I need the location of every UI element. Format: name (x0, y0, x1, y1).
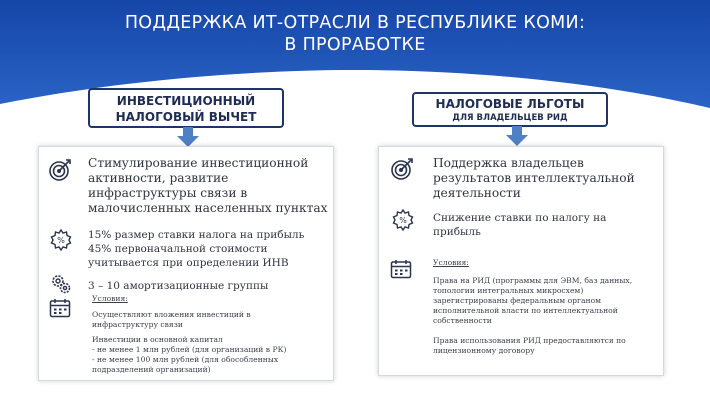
ip-owners-text: Поддержка владельцев результатов интеллектуальной деятельности (433, 156, 635, 200)
rate-reduction-text: Снижение ставки по налогу на прибыль (433, 212, 607, 238)
page-title-line-2: В ПРОРАБОТКЕ (284, 35, 426, 55)
condition-ip-rights: Права на РИД (программы для ЭВМ, баз данных, топологии интегральных микросхем) зарегистрированы федеральным органом исполнительной власти по интеллектуальной собственности (433, 276, 633, 325)
percent-gear-icon (49, 228, 73, 252)
condition-investments: Осуществляют вложения инвестиций в инфраструктуру связи (92, 310, 251, 329)
target-icon (390, 157, 414, 181)
condition-capital: Инвестиции в основной капитал - не менее 1 млн рублей (для организаций в РК) - не менее 100 млн рублей (для обособленных подразделений организаций) (92, 335, 287, 374)
calendar-icon (390, 259, 412, 279)
down-arrow-icon (506, 126, 528, 146)
calendar-icon (49, 298, 71, 318)
conditions-label: Условия: (433, 258, 469, 267)
percent-gear-icon (391, 208, 415, 232)
page-title (0, 12, 710, 56)
page-title-line-1: ПОДДЕРЖКА ИТ-ОТРАСЛИ В РЕСПУБЛИКЕ КОМИ: (124, 13, 586, 33)
target-icon (48, 158, 72, 182)
depreciation-groups-text: 3 – 10 амортизационные группы (88, 280, 269, 292)
investment-deduction-tag (88, 88, 284, 128)
tag-line: НАЛОГОВЫЙ ВЫЧЕТ (115, 110, 257, 124)
down-arrow-icon (177, 127, 199, 147)
tag-line: НАЛОГОВЫЕ ЛЬГОТЫ (435, 97, 585, 111)
svg-text:%: % (57, 236, 65, 245)
tax-benefits-tag (412, 92, 608, 127)
tax-rate-text: 15% размер ставки налога на прибыль 45% первоначальной стоимости учитывается при определении ИНВ (88, 229, 305, 269)
conditions-label: Условия: (92, 294, 128, 303)
svg-text:%: % (399, 216, 407, 225)
condition-license: Права использования РИД предоставляются по лицензионному договору (433, 336, 626, 355)
tag-line: ИНВЕСТИЦИОННЫЙ (116, 94, 256, 108)
gears-icon (50, 273, 72, 295)
goal-text: Стимулирование инвестиционной активности, развитие инфраструктуры связи в малочисленных населенных пунктах (88, 156, 328, 215)
tag-subline: ДЛЯ ВЛАДЕЛЬЦЕВ РИД (452, 113, 568, 123)
